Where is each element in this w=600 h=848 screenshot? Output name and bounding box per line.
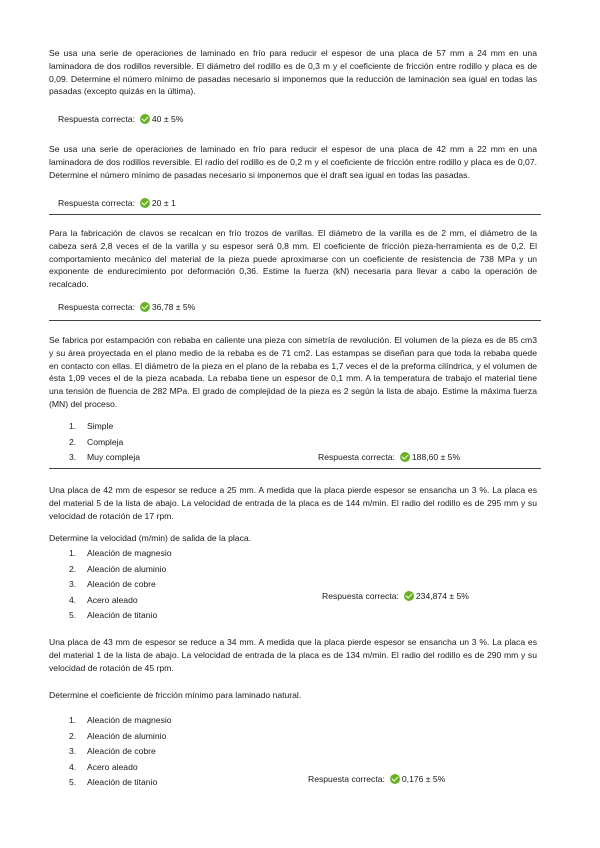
answer-4 bbox=[318, 451, 460, 463]
divider bbox=[49, 468, 541, 469]
answer-label: Respuesta correcta: bbox=[58, 302, 135, 312]
answer-label: Respuesta correcta: bbox=[308, 774, 385, 784]
answer-1 bbox=[58, 113, 183, 125]
check-circle-icon bbox=[404, 591, 414, 601]
answer-value: 234,874 ± 5% bbox=[415, 591, 469, 601]
complexity-list bbox=[69, 419, 140, 466]
list-item: 1. Aleación de magnesio bbox=[69, 715, 172, 725]
question-6-text: Una placa de 43 mm de espesor se reduce a 34 mm. A medida que la placa pierde espesor se ensancha un 3 %. La placa es del material 1 de la lista de abajo. La velocidad de entrada de la placa es de 134 m/min. El radio del rodillo es de 290 mm y su velocidad de rotación de 45 rpm. bbox=[49, 637, 537, 673]
answer-label: Respuesta correcta: bbox=[58, 114, 135, 124]
answer-value: 36,78 ± 5% bbox=[151, 302, 196, 312]
list-item: 3. Muy compleja bbox=[69, 452, 141, 462]
answer-value: 188,60 ± 5% bbox=[411, 452, 461, 462]
material-list bbox=[69, 546, 172, 624]
list-item: 4. Acero aleado bbox=[69, 594, 138, 605]
question-1-text: Se usa una serie de operaciones de laminado en frío para reducir el espesor de una placa de 57 mm a 24 mm en una laminadora de dos rodillos reversible. El diámetro del rodillo es de 0,3 m y el coeficiente de fricción entre rodillo y placa es de 0,09. Determine el número mínimo de pasadas necesario si imponemos que la reducción de laminación sea igual en todas las pasadas (excepto quizás en la última). bbox=[49, 48, 537, 97]
check-circle-icon bbox=[400, 452, 410, 462]
list-item: 1. Aleación de magnesio bbox=[69, 548, 172, 558]
check-circle-icon bbox=[140, 302, 150, 312]
check-circle-icon bbox=[140, 114, 150, 124]
list-item: 2. Compleja bbox=[69, 436, 124, 447]
list-item: 3. Aleación de cobre bbox=[69, 579, 156, 589]
material-list bbox=[69, 713, 172, 791]
answer-value: 20 ± 1 bbox=[151, 198, 176, 208]
question-3-text: Para la fabricación de clavos se recalcan en frío trozos de varillas. El diámetro de la varilla es de 2 mm, el diámetro de la cabeza será 2,8 veces el de la varilla y su espesor será 0,8 mm. El coeficiente de fricción pieza-herramienta es de 0,2. El comportamiento mecánico del material de la pieza puede aproximarse con un coeficiente de resistencia de 738 MPa y un exponente de endurecimiento por deformación 0,36. Estime la fuerza (kN) necesaria para llevar a cabo la operación de recalcado. bbox=[49, 228, 537, 290]
divider bbox=[49, 320, 541, 321]
question-2-text: Se usa una serie de operaciones de laminado en frío para reducir el espesor de una placa de 42 mm a 22 mm en una laminadora de dos rodillos reversible. El radio del rodillo es de 0,2 m y el coeficiente de fricción entre rodillo y placa es de 0,07. Determine el número mínimo de pasadas necesario si imponemos que el draft sea igual en todas las pasadas. bbox=[49, 144, 537, 180]
check-circle-icon bbox=[140, 198, 150, 208]
list-item: 2. Aleación de aluminio bbox=[69, 563, 167, 574]
list-item: 3. Aleación de cobre bbox=[69, 746, 156, 756]
question-6-prompt: Determine el coeficiente de fricción mínimo para laminado natural. bbox=[49, 690, 302, 700]
list-item: 2. Aleación de aluminio bbox=[69, 730, 167, 741]
answer-6 bbox=[308, 773, 445, 785]
answer-5 bbox=[322, 590, 469, 602]
list-item: 4. Acero aleado bbox=[69, 761, 138, 772]
list-item: 1. Simple bbox=[69, 421, 114, 431]
question-5-prompt: Determine la velocidad (m/min) de salida de la placa. bbox=[49, 533, 252, 543]
answer-3 bbox=[58, 301, 195, 313]
check-circle-icon bbox=[390, 774, 400, 784]
answer-label: Respuesta correcta: bbox=[322, 591, 399, 601]
answer-label: Respuesta correcta: bbox=[58, 198, 135, 208]
list-item: 5. Aleación de titanio bbox=[69, 610, 158, 620]
question-5-text: Una placa de 42 mm de espesor se reduce a 25 mm. A medida que la placa pierde espesor se ensancha un 3 %. La placa es del material 5 de la lista de abajo. La velocidad de entrada de la placa es de 144 m/min. El radio del rodillo es de 295 mm y su velocidad de rotación de 17 rpm. bbox=[49, 485, 537, 521]
divider bbox=[49, 214, 541, 215]
question-4-text: Se fabrica por estampación con rebaba en caliente una pieza con simetría de revolución. El volumen de la pieza es de 85 cm3 y su área proyectada en el plano medio de la rebaba es de 71 cm2. Las estampas se diseñan para que toda la rebaba quede en contacto con ellas. El diámetro de la pieza en el plano de la rebaba es 1,7 veces el de la preforma cilíndrica, y el volumen de ésta 1,09 veces el de la pieza acabada. La rebaba tiene un espesor de 0,1 mm. A la temperatura de trabajo el material tiene una tensión de fluencia de 282 MPa. El grado de complejidad de la pieza es 2 según la lista de abajo. Estime la máxima fuerza (MN) del proceso. bbox=[49, 335, 537, 409]
answer-2 bbox=[58, 197, 176, 209]
answer-label: Respuesta correcta: bbox=[318, 452, 395, 462]
answer-value: 40 ± 5% bbox=[151, 114, 184, 124]
answer-value: 0,176 ± 5% bbox=[401, 774, 446, 784]
list-item: 5. Aleación de titanio bbox=[69, 777, 158, 787]
